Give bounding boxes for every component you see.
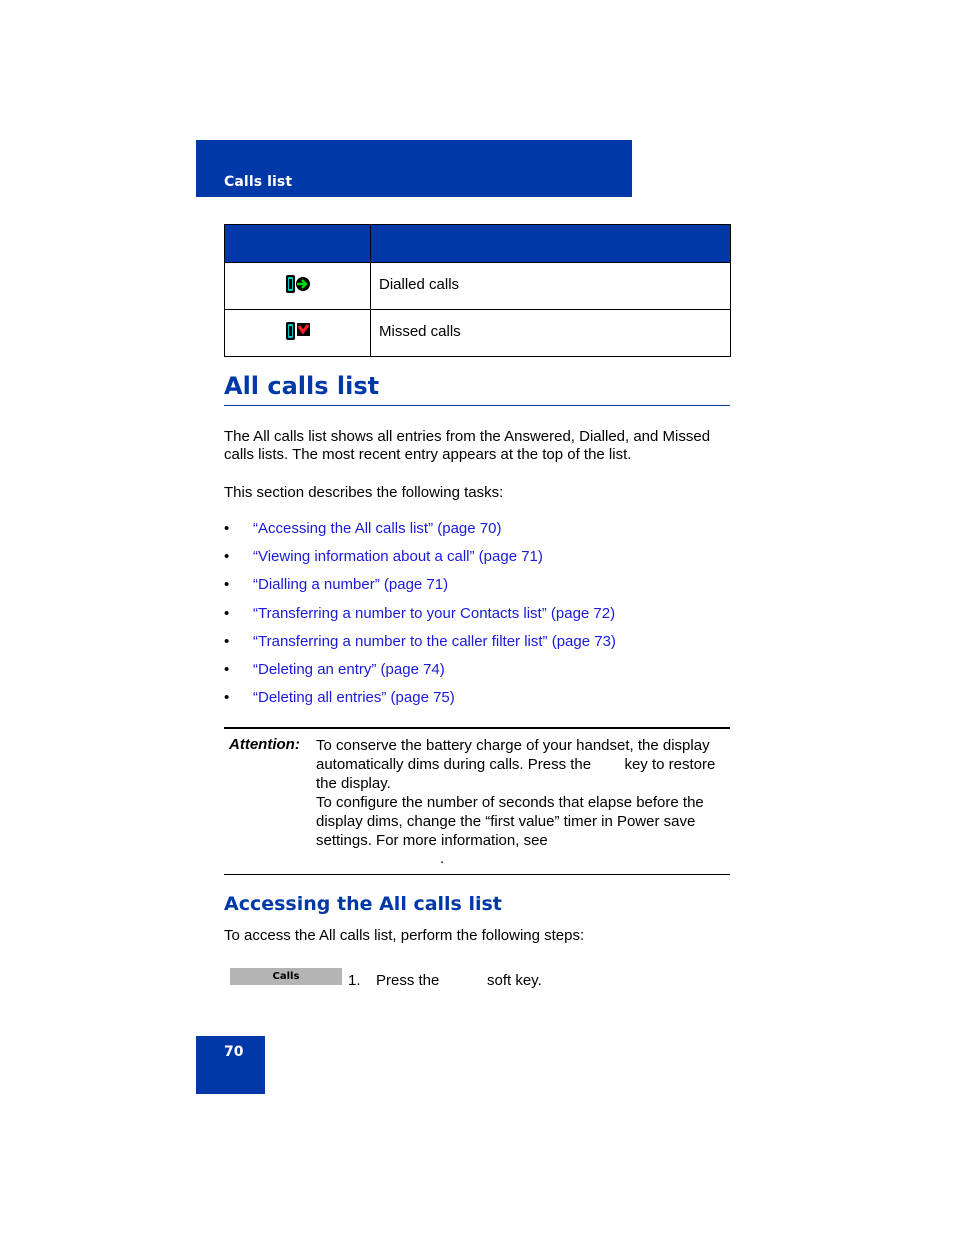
step-text-rest: soft key. [487, 972, 542, 989]
tasks-intro: This section describes the following tasks: [224, 484, 504, 501]
subsection-title: Accessing the All calls list [224, 893, 502, 915]
header-section-label: Calls list [224, 174, 293, 190]
attention-line: the display. [316, 775, 391, 792]
icon-table [224, 224, 731, 357]
dialled-call-icon [285, 273, 311, 295]
attention-dot: . [440, 850, 445, 867]
icon-table-header-cell [371, 225, 731, 263]
section-intro: The All calls list shows all entries from the Answered, Dialled, and Missed calls lists. The most recent entry appears at the top of the list. [224, 428, 711, 463]
steps-intro: To access the All calls list, perform the following steps: [224, 927, 585, 944]
bullet: • [224, 604, 230, 622]
task-link-dialling[interactable]: “Dialling a number” (page 71) [253, 576, 449, 594]
attention-top-rule [224, 727, 730, 729]
task-link-viewing[interactable]: “Viewing information about a call” (page 71) [253, 548, 543, 566]
table-cell-label: Dialled calls [371, 263, 731, 310]
attention-line: To configure the number of seconds that elapse before the [316, 794, 704, 811]
bullet: • [224, 660, 230, 678]
bullet: • [224, 632, 230, 650]
table-row [225, 310, 731, 357]
task-link-transfer-filter[interactable]: “Transferring a number to the caller filter list” (page 73) [253, 632, 616, 650]
attention-line: automatically dims during calls. Press the key to restore [316, 756, 716, 773]
bullet: • [224, 576, 230, 594]
page-number: 70 [224, 1044, 244, 1060]
bullet: • [224, 689, 230, 707]
title-divider [224, 405, 730, 406]
attention-line: display dims, change the “first value” timer in Power save [316, 813, 696, 830]
icon-table-header-cell [225, 225, 371, 263]
task-link-accessing[interactable]: “Accessing the All calls list” (page 70) [253, 520, 502, 537]
icon-table-header-row [225, 225, 731, 263]
calls-softkey-image: Calls [230, 968, 342, 985]
attention-label: Attention: [229, 736, 300, 753]
step-number: 1. [348, 972, 361, 989]
task-link-transfer-contacts[interactable]: “Transferring a number to your Contacts list” (page 72) [253, 604, 616, 622]
step-text-press: Press the [376, 972, 440, 989]
table-row [225, 263, 731, 310]
bullet: • [224, 520, 230, 537]
bullet: • [224, 548, 230, 566]
attention-text [316, 736, 730, 850]
attention-bottom-rule [224, 874, 730, 875]
attention-line: To conserve the battery charge of your handset, the display [316, 737, 710, 754]
attention-line: settings. For more information, see [316, 832, 548, 849]
section-title: All calls list [224, 372, 380, 400]
table-cell-label: Missed calls [371, 310, 731, 357]
task-link-deleting-entry[interactable]: “Deleting an entry” (page 74) [253, 660, 445, 678]
missed-call-icon [285, 320, 311, 342]
task-link-deleting-all[interactable]: “Deleting all entries” (page 75) [253, 689, 455, 707]
